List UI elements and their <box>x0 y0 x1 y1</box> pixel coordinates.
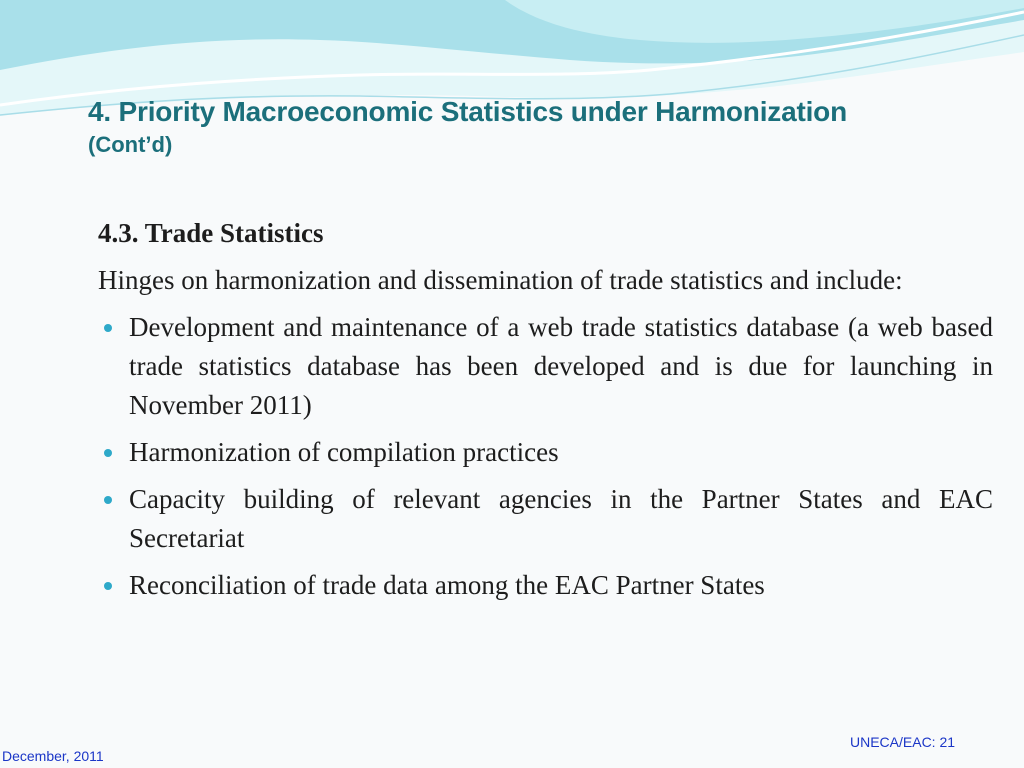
intro-paragraph: Hinges on harmonization and dissemination of trade statistics and include: <box>98 265 903 295</box>
slide-subtitle: (Cont’d) <box>88 132 173 157</box>
list-item <box>98 308 993 425</box>
list-item <box>98 433 993 472</box>
bullet-list <box>98 308 993 605</box>
slide-title: 4. Priority Macroeconomic Statistics under Harmonization <box>88 96 847 127</box>
bullet-text: Development and maintenance of a web trade statistics database (a web based trade statistics database has been developed and is due for launching in November 2011) <box>129 312 993 420</box>
bullet-text: Harmonization of compilation practices <box>129 437 559 467</box>
section-heading: 4.3. Trade Statistics <box>98 218 324 248</box>
bullet-icon <box>104 449 112 457</box>
slide-title-block <box>88 94 968 159</box>
slide-number-label: UNECA/EAC: 21 <box>850 734 956 750</box>
bullet-icon <box>104 324 112 332</box>
bullet-text: Capacity building of relevant agencies in the Partner States and EAC Secretariat <box>129 484 993 553</box>
list-item <box>98 566 993 605</box>
bullet-icon <box>104 496 112 504</box>
date-label: December, 2011 <box>2 748 104 764</box>
bullet-text: Reconciliation of trade data among the EAC Partner States <box>129 570 765 600</box>
slide-body <box>98 214 993 613</box>
list-item <box>98 480 993 558</box>
bullet-icon <box>104 582 112 590</box>
